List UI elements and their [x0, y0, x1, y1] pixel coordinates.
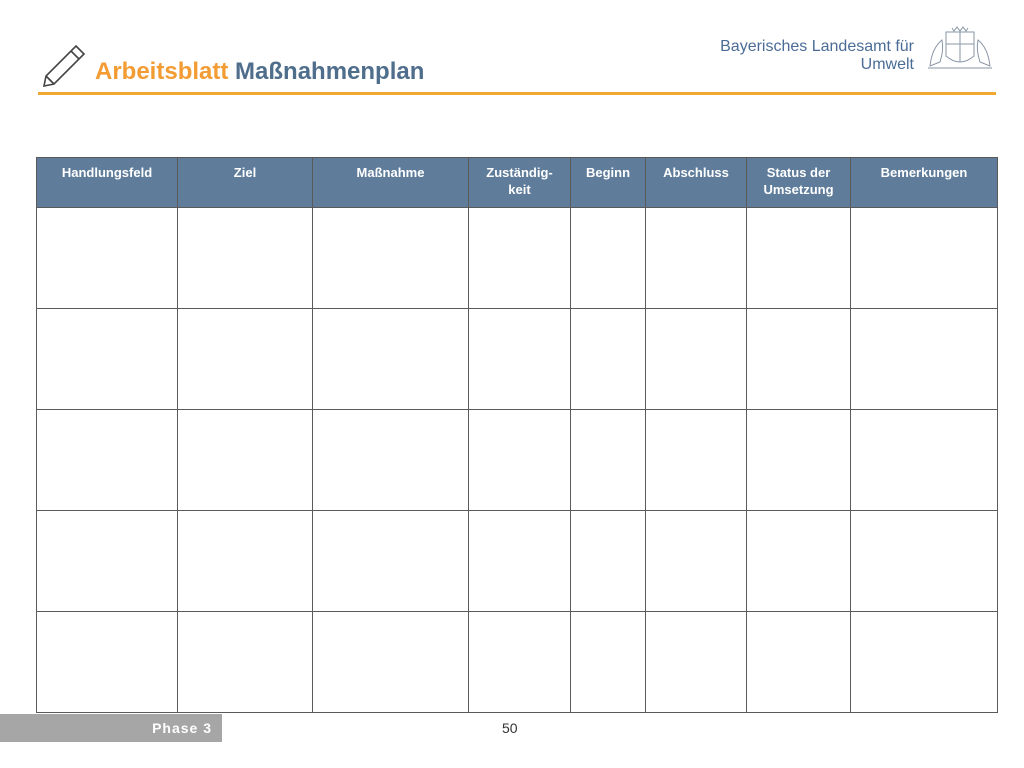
table-cell[interactable]	[646, 511, 747, 612]
table-cell[interactable]	[571, 511, 646, 612]
title-worksheet: Arbeitsblatt	[95, 58, 229, 85]
table-cell[interactable]	[851, 410, 998, 511]
agency-name-line2: Umwelt	[860, 56, 914, 73]
table-cell[interactable]	[313, 511, 469, 612]
col-header-beginn: Beginn	[571, 158, 646, 208]
table-cell[interactable]	[646, 208, 747, 309]
table-cell[interactable]	[313, 410, 469, 511]
agency-name-line1: Bayerisches Landesamt für	[720, 38, 914, 55]
table-cell[interactable]	[646, 410, 747, 511]
table-body	[37, 208, 998, 713]
table-row	[37, 511, 998, 612]
table-cell[interactable]	[313, 208, 469, 309]
table-cell[interactable]	[469, 309, 571, 410]
table-cell[interactable]	[178, 309, 313, 410]
table-cell[interactable]	[37, 612, 178, 713]
col-header-abschluss: Abschluss	[646, 158, 747, 208]
table-cell[interactable]	[747, 612, 851, 713]
table-row	[37, 410, 998, 511]
page-number: 50	[502, 720, 518, 736]
col-header-zustaendigkeit: Zuständig- keit	[469, 158, 571, 208]
phase-badge	[0, 714, 222, 742]
table-cell[interactable]	[313, 612, 469, 713]
header-row	[37, 158, 998, 208]
table-row	[37, 612, 998, 713]
table-cell[interactable]	[37, 511, 178, 612]
table-cell[interactable]	[469, 612, 571, 713]
action-plan-table	[36, 157, 998, 713]
table-cell[interactable]	[646, 309, 747, 410]
table-cell[interactable]	[646, 612, 747, 713]
header-rule	[38, 92, 996, 95]
table-row	[37, 208, 998, 309]
table-cell[interactable]	[851, 511, 998, 612]
col-header-bemerkungen: Bemerkungen	[851, 158, 998, 208]
table-cell[interactable]	[313, 309, 469, 410]
table-cell[interactable]	[37, 208, 178, 309]
table-cell[interactable]	[571, 309, 646, 410]
table-cell[interactable]	[469, 410, 571, 511]
table-cell[interactable]	[747, 511, 851, 612]
col-header-massnahme: Maßnahme	[313, 158, 469, 208]
table-cell[interactable]	[178, 410, 313, 511]
table-cell[interactable]	[469, 208, 571, 309]
col-header-status: Status der Umsetzung	[747, 158, 851, 208]
pencil-icon	[40, 42, 88, 90]
phase-label: Phase 3	[152, 720, 212, 736]
table-cell[interactable]	[571, 208, 646, 309]
table-cell[interactable]	[747, 410, 851, 511]
table-cell[interactable]	[178, 612, 313, 713]
table-cell[interactable]	[178, 511, 313, 612]
table-cell[interactable]	[571, 410, 646, 511]
page-title	[95, 58, 424, 86]
table-cell[interactable]	[571, 612, 646, 713]
table-cell[interactable]	[37, 410, 178, 511]
table-cell[interactable]	[469, 511, 571, 612]
bavarian-coat-of-arms-logo	[924, 26, 996, 72]
table-row	[37, 309, 998, 410]
table-cell[interactable]	[747, 208, 851, 309]
table-cell[interactable]	[851, 612, 998, 713]
table-cell[interactable]	[37, 309, 178, 410]
table-cell[interactable]	[747, 309, 851, 410]
col-header-ziel: Ziel	[178, 158, 313, 208]
col-header-handlungsfeld: Handlungsfeld	[37, 158, 178, 208]
table-cell[interactable]	[851, 208, 998, 309]
title-plan: Maßnahmenplan	[235, 58, 425, 85]
table-cell[interactable]	[178, 208, 313, 309]
table-cell[interactable]	[851, 309, 998, 410]
agency-name	[720, 38, 914, 74]
